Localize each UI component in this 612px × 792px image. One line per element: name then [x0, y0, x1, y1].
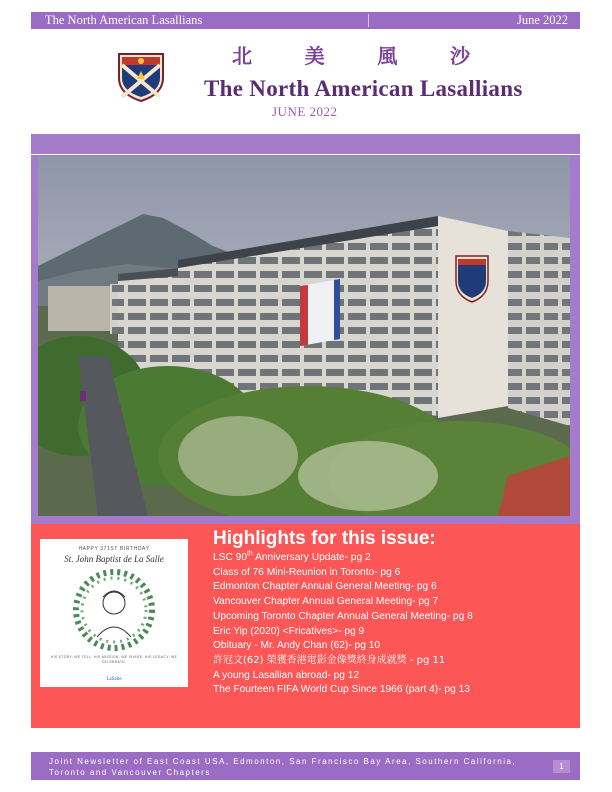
list-item: Vancouver Chapter Annual General Meeting- pg 7: [213, 596, 439, 608]
page-number: 1: [553, 760, 570, 773]
cover-photo-frame: [31, 134, 580, 524]
footer-text: Joint Newsletter of East Coast USA, Edmonton, San Francisco Bay Area, Southern California, Toronto and Vancouver Chapters: [49, 757, 517, 777]
chinese-char: 北: [232, 44, 254, 68]
list-item: Class of 76 Mini-Reunion in Toronto- pg 6: [213, 566, 401, 578]
header-date: June 2022: [516, 13, 568, 27]
list-item: 許冠文(62) 榮獲香港電影金像獎終身成就獎 - pg 11: [213, 654, 446, 666]
list-item: Obituary - Mr. Andy Chan (62)- pg 10: [213, 640, 381, 652]
masthead-chinese: [232, 40, 472, 69]
issue-date: JUNE 2022: [272, 104, 338, 119]
card-name: St. John Baptist de La Salle: [64, 554, 164, 564]
chinese-char: 風: [377, 44, 400, 68]
birthday-card: [40, 539, 188, 687]
school-building-photo: [38, 156, 570, 516]
list-item: Edmonton Chapter Annual General Meeting- pg 6: [213, 581, 437, 593]
superscript: th: [246, 550, 253, 558]
chinese-char: 沙: [449, 44, 472, 68]
school-crest-icon: [116, 50, 166, 102]
header-title: The North American Lasallians: [45, 13, 203, 27]
list-item: A young Lasallian abroad- pg 12: [213, 669, 360, 681]
list-item: The Fourteen FIFA World Cup Since 1966 (part 4)- pg 13: [213, 684, 470, 696]
card-signature: LaSalle: [106, 677, 122, 682]
masthead-title: The North American Lasallians: [204, 76, 523, 101]
header-bar: [31, 12, 580, 29]
frame-rule: [31, 154, 580, 155]
header-divider: [368, 14, 369, 27]
portrait-wreath-icon: [69, 567, 159, 653]
list-item: Eric Yip (2020) <Fricatives>- pg 9: [213, 625, 365, 637]
highlights-title: Highlights for this issue:: [213, 528, 436, 549]
chinese-char: 美: [304, 44, 327, 68]
footer-bar: [31, 752, 580, 780]
item-text: LSC 90: [213, 552, 247, 563]
list-item: Upcoming Toronto Chapter Annual General Meeting- pg 8: [213, 610, 473, 622]
highlights-section: [31, 524, 580, 728]
card-heading: HAPPY 371ST BIRTHDAY: [78, 546, 150, 552]
highlights-list: [213, 551, 473, 698]
card-motto: HIS STORY, WE TELL. HIS MISSION, WE SHARE. HIS LEGACY, WE CELEBRATE.: [50, 655, 178, 664]
list-item: [213, 551, 473, 566]
item-text: Anniversary Update- pg 2: [252, 552, 371, 563]
